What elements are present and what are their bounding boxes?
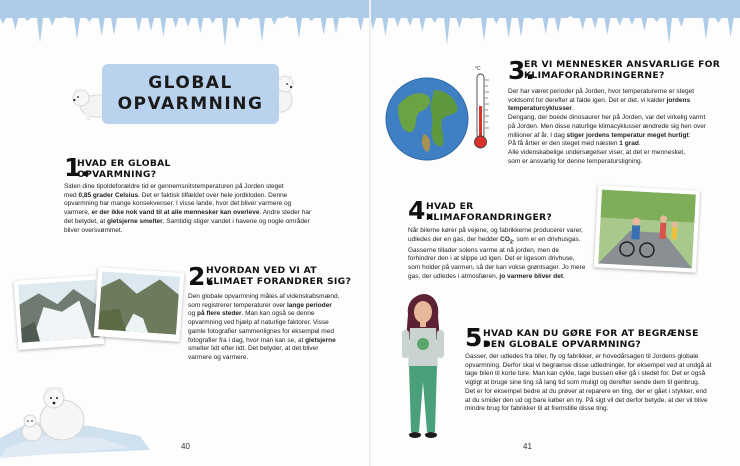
- q4-body-line: udledes der en gas, der hedder $CO_2$, som er en drivhusgas.: [408, 235, 581, 245]
- page-number-right: 41: [523, 442, 532, 451]
- q5-body-line: tage bilen til korte ture. Man kan cykle, tage bussen eller gå i stedet for. Det er også: [465, 370, 706, 378]
- q1-number: 1.: [64, 153, 91, 182]
- thermometer-icon: [470, 66, 492, 152]
- q5-body: [465, 353, 737, 414]
- q5-title-line-1: HVAD KAN DU GØRE FOR AT BEGRÆNSE: [483, 328, 699, 339]
- q1-body-line: med 0,85 grader Celsius. Det er faktisk tilfældet over hele jordkloden. Denne: [64, 191, 288, 199]
- section-q1: [64, 155, 364, 270]
- q2-body-line: opvarmning ved hjælp af naturlige faktorer. Visse: [188, 319, 329, 327]
- q5-body-line: Det er for eksempel bedre at du prøver at reparere en ting, der er gået i stykker, end: [465, 387, 707, 395]
- cyclists-photo: [594, 185, 700, 272]
- q2-title-line-2: KLIMAET FORANDRER SIG?: [206, 276, 352, 287]
- q2-body-line: smelter lidt efter lidt. Det betyder, at det bliver: [188, 345, 319, 353]
- q4-body-line: som holder på varmen, så der kan vokse grøntsager. Jo mere: [408, 264, 586, 272]
- q5-body-line: Gasser, der udledes fra biler, fly og fabrikker, er hovedårsagen til Jordens globale: [465, 353, 699, 360]
- q3-title-line-2: KLIMAFORANDRINGERNE?: [524, 70, 665, 81]
- q4-title-line-2: KLIMAFORANDRINGER?: [426, 212, 553, 223]
- q4-number: 4.: [408, 196, 435, 225]
- q5-title-line-2: DEN GLOBALE OPVARMNING?: [483, 339, 642, 350]
- page-title-line-2: OPVARMNING: [117, 94, 264, 114]
- q5-body-line: opvarmning. Derfor skal vi begrænse disse udledninger, for eksempel ved at undgå at: [465, 361, 712, 369]
- q1-title-line-1: HVAD ER GLOBAL: [77, 158, 171, 169]
- q3-body-line: som er ansvarlig for denne temperaturstigning.: [508, 157, 643, 165]
- glacier-photo-new: [94, 267, 185, 342]
- q4-body-line: Når bilerne kører på vejene, og fabrikkerne producerer varer,: [408, 227, 583, 234]
- q3-title-line-1: ER VI MENNESKER ANSVARLIGE FOR: [524, 59, 721, 70]
- section-q3: [508, 58, 738, 178]
- q3-body-line: på Jorden. Men disse naturlige klimacyklusser ændrede sig hen over: [508, 122, 706, 130]
- q3-body-line: millioner af år. I dag stiger jordens temperatur meget hurtigt:: [508, 131, 691, 139]
- q3-body-line: På få årtier er den steget med næsten 1 grad.: [508, 140, 641, 148]
- q3-body-line: voldsomt for derefter at falde igen. Det er det, vi kalder jordens: [508, 96, 691, 104]
- q3-body-line: Der har været perioder på Jorden, hvor temperaturerne er steget: [508, 88, 695, 95]
- q4-title-line-1: HVAD ER: [426, 201, 474, 212]
- glacier-photo-old: [14, 275, 105, 350]
- q2-number: 2.: [188, 262, 215, 291]
- q3-number: 3.: [508, 56, 535, 85]
- q2-body-line: fotografier fra i dag, hvor man kan se, at gletsjerne: [188, 336, 336, 344]
- q4-body-line: gas, der udledes i atmosfæren, jo varmere bliver det.: [408, 272, 565, 280]
- q1-title-line-2: OPVARMNING?: [77, 169, 157, 180]
- earth-globe-icon: [384, 76, 470, 162]
- page-title-line-1: GLOBAL: [148, 73, 233, 93]
- q5-body-line: at du smider den ud og bare køber en ny. På sigt vil det derfor betyde, at der vil blive: [465, 396, 708, 404]
- girl-illustration: [398, 292, 448, 442]
- q5-number: 5.: [465, 323, 492, 352]
- section-q4: [408, 198, 590, 298]
- q2-body-line: og på flere steder. Man kan også se denne: [188, 310, 315, 318]
- q5-body-line: mindre brug for fabrikker til at fremstille disse ting.: [465, 405, 609, 413]
- q3-body-line: Alle videnskabelige undersøgelser viser, at det er mennesket,: [508, 148, 686, 156]
- q3-body-line: Dengang, der boede dinosaurer her på Jorden, var det virkelig varmt: [508, 114, 706, 122]
- q3-body-line: temperaturcyklusser.: [508, 105, 574, 113]
- q4-body-line: Gasserne tillader solens varme at nå jorden, men de: [408, 246, 560, 254]
- q1-body-line: bliver oversvømmet.: [64, 226, 123, 234]
- q1-body-line: det betydet, at gletsjerne smelter. Samtidig stiger vandet i havene og nogle områder: [64, 217, 310, 225]
- q2-body: [188, 293, 368, 363]
- q5-body-line: vigtigt at bruge sine ting så lang tid som muligt og derefter sende dem til genbrug.: [465, 379, 700, 387]
- q2-body-line: som registrerer temperaturer over lange perioder: [188, 301, 332, 309]
- q1-body: [64, 183, 360, 235]
- q1-body-line: Siden dine tipoldeforældre tid er gennemsnitstemperaturen på Jorden steget: [64, 183, 284, 190]
- title-banner: [102, 64, 279, 124]
- thermometer-unit-label: °C: [475, 66, 481, 72]
- page-number-left: 40: [181, 442, 190, 451]
- q1-body-line: varmere, er der ikke nok vand til at alle mennesker kan overleve. Andre steder har: [64, 209, 312, 217]
- section-q2: [188, 264, 368, 374]
- q2-title-line-1: HVORDAN VED VI AT: [206, 265, 317, 276]
- right-page: [370, 0, 740, 466]
- q4-body-line: forhindrer den i at slippe ud igen. Det er ligesom drivhuse,: [408, 255, 575, 263]
- q2-body-line: Den globale opvarmning måles af videnskabsmænd,: [188, 293, 340, 300]
- q2-body-line: varmere og varmere.: [188, 353, 249, 361]
- q3-body: [508, 88, 738, 166]
- q1-body-line: opvarmning har mange konsekvenser. I visse lande, hvor det bliver varmere og: [64, 200, 292, 208]
- q2-body-line: gamle fotografier sammenlignes for eksempel med: [188, 327, 334, 335]
- q4-body: [408, 227, 594, 282]
- ice-floe-bears: [0, 378, 150, 460]
- section-q5: [465, 325, 735, 440]
